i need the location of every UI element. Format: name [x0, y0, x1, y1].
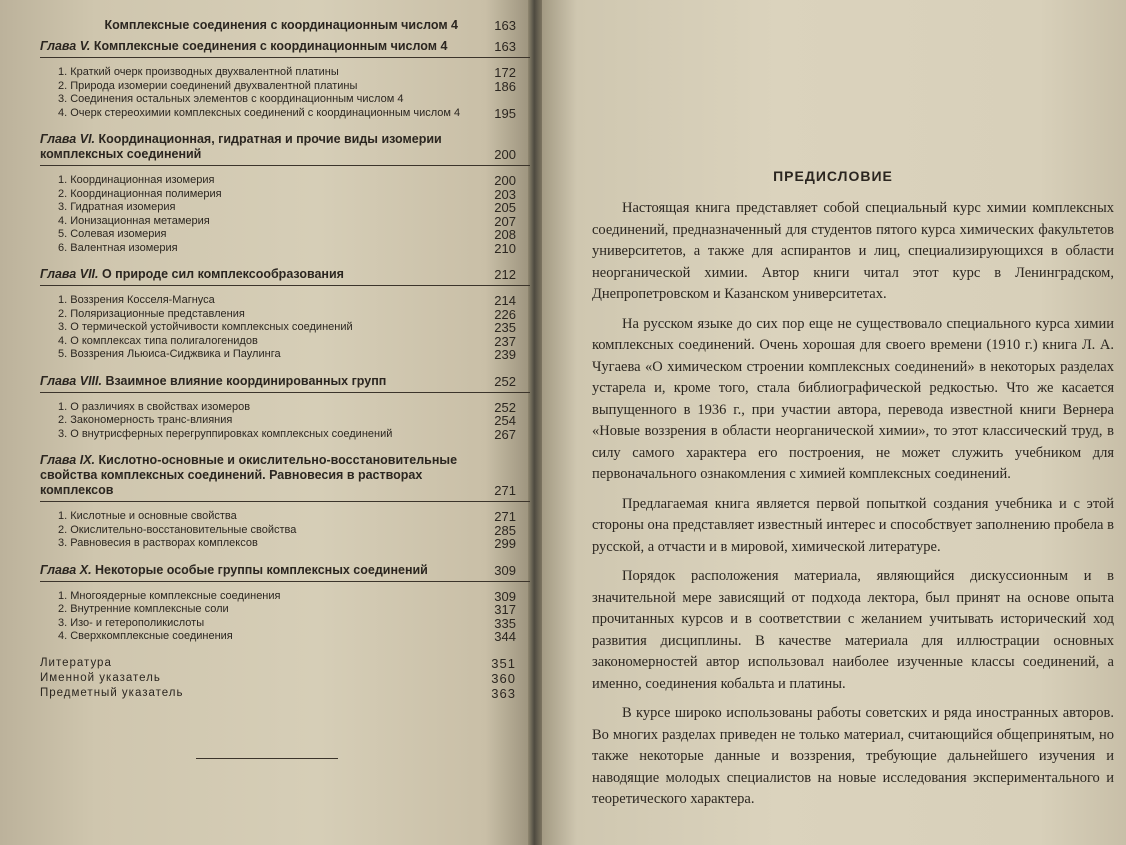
chapter-heading: [40, 132, 516, 162]
book-gutter: [528, 0, 542, 845]
toc-item: [40, 537, 516, 551]
toc-item-title: 4. Очерк стереохимии комплексных соединений с координационным числом 4: [58, 106, 461, 119]
toc-item-page: 271: [494, 509, 516, 524]
toc-item-page: 214: [494, 293, 516, 308]
toc-tail-item: [40, 671, 516, 686]
chapter-heading: [40, 453, 516, 498]
toc-item-title: 1. Многоядерные комплексные соединения: [58, 589, 281, 602]
chapter-items: [40, 66, 516, 120]
toc-tail-item: [40, 656, 516, 671]
toc-item-page: 299: [494, 536, 516, 551]
chapter-page: 252: [494, 373, 516, 389]
toc-item-title: 3. Гидратная изомерия: [58, 201, 176, 213]
toc-item-title: 3. О термической устойчивости комплексных соединений: [58, 321, 353, 333]
toc-item-title: 4. Сверхкомплексные соединения: [58, 630, 233, 642]
toc-item-title: 1. Кислотные и основные свойства: [58, 510, 237, 522]
toc-item: [40, 428, 516, 442]
chapter-rule: [40, 57, 530, 58]
toc-item: [40, 66, 516, 80]
chapter-heading-text: [40, 374, 478, 389]
toc-item: [40, 603, 516, 617]
toc-item-title: 5. Солевая изомерия: [58, 228, 167, 240]
toc-item: [40, 401, 516, 415]
toc-item-page: 344: [494, 629, 516, 644]
toc-item-page: 203: [494, 186, 516, 202]
chapter-list: [40, 39, 516, 644]
preface-paragraph: Настоящая книга представляет собой специальный курс химии комплексных соединений, предназначенный для студентов пятого курса химических факультетов университетов, а также для аспирантов и лиц, специализирующихся в области неорганической химии. Автор книги читал этот курс в Ленинградском, Днепропетровском и Казанском университетах.: [592, 200, 1114, 302]
toc-chapter: [40, 374, 516, 442]
toc-item-title: 3. Равновесия в растворах комплексов: [58, 537, 258, 549]
toc-item-page: 335: [494, 615, 516, 631]
chapter-label: Глава VIII.: [40, 373, 102, 388]
toc-item-page: 207: [494, 213, 516, 229]
toc-tail-title: Литература: [40, 656, 112, 669]
toc-tail-title: Именной указатель: [40, 671, 161, 684]
chapter-heading: [40, 374, 516, 389]
left-page-toc: [0, 0, 528, 845]
toc-item-title: 2. Поляризационные представления: [58, 307, 245, 320]
toc-tail-title: Предметный указатель: [40, 686, 184, 699]
chapter-title: Координационная, гидратная и прочие виды изомерии комплексных соединений: [40, 132, 442, 161]
toc-item: [40, 188, 516, 202]
chapter-heading: [40, 563, 516, 578]
toc-item-title: 1. О различиях в свойствах изомеров: [58, 400, 251, 413]
toc-item-title: 2. Окислительно-восстановительные свойства: [58, 523, 297, 536]
toc-item: [40, 630, 516, 644]
chapter-label: Глава VI.: [40, 132, 96, 146]
toc-item: [40, 348, 516, 362]
toc-item-title: 2. Закономерность транс-влияния: [58, 414, 233, 426]
toc-item-title: 2. Природа изомерии соединений двухвалентной платины: [58, 79, 358, 92]
chapter-rule: [40, 392, 530, 393]
toc-item: [40, 242, 516, 256]
chapter-title: Некоторые особые группы комплексных соединений: [95, 562, 428, 577]
chapter-page: 212: [494, 267, 516, 282]
toc-item: [40, 590, 516, 604]
chapter-heading-text: [40, 132, 478, 162]
toc-item-title: 4. Ионизационная метамерия: [58, 214, 210, 227]
toc-item-page: 210: [494, 240, 516, 256]
preface-paragraph: На русском языке до сих пор еще не существовало специального курса химии комплексных соединений. Очень хорошая для своего времени (1910 г.) книга Л. А. Чугаева «О химическом строении комплексных соединений» в некоторых разделах устарела и, кроме того, стала библиографической редкостью. Что же касается выпущенного в 1936 г., при участии автора, перевода известной книги Вернера «Новые воззрения в области неорганической химии», то этот классический труд, в силу самого характера его построения, не может служить учебником для первоначального ознакомления с химией комплексных соединений.: [592, 315, 1114, 482]
end-rule: [196, 758, 338, 759]
toc-item: [40, 228, 516, 242]
toc-item-page: 226: [494, 306, 516, 322]
chapter-heading: [40, 267, 516, 282]
preface-paragraph: Предлагаемая книга является первой попыткой создания учебника и с этой стороны она представляет известный интерес и способствует заполнению пробела в русской, а отчасти и в мировой, химической литературе.: [592, 495, 1114, 555]
toc-item-page: 254: [494, 413, 516, 428]
toc-item: [40, 215, 516, 229]
chapter-label: Глава VII.: [40, 267, 99, 281]
toc-item-title: 3. О внутрисферных перегруппировках комплексных соединений: [58, 427, 393, 440]
toc-item: [40, 510, 516, 524]
chapter-heading: [40, 39, 516, 54]
toc-item-page: 172: [494, 65, 516, 80]
chapter-page: 200: [494, 147, 516, 162]
toc-item-page: 267: [494, 426, 516, 442]
toc-chapter: [40, 132, 516, 255]
toc-item: [40, 335, 516, 349]
toc-item: [40, 107, 516, 121]
chapter-items: [40, 510, 516, 551]
toc-item: [40, 80, 516, 94]
toc-chapter: [40, 267, 516, 362]
toc-item: [40, 174, 516, 188]
toc-item: [40, 294, 516, 308]
chapter-rule: [40, 165, 530, 166]
toc-item-title: 3. Соединения остальных элементов с координационным числом 4: [58, 93, 404, 105]
toc-item-title: 5. Воззрения Льюиса-Сиджвика и Паулинга: [58, 348, 281, 360]
toc-item-title: 1. Воззрения Косселя-Магнуса: [58, 294, 215, 306]
toc-tail-page: 351: [491, 655, 516, 671]
chapter-heading-text: [40, 39, 478, 54]
chapter-rule: [40, 501, 530, 502]
chapter-rule: [40, 581, 530, 582]
toc-top-line-page: 163: [494, 18, 516, 33]
chapter-title: О природе сил комплексообразования: [101, 267, 344, 281]
toc-item-page: 208: [494, 227, 516, 242]
toc-top-line-title: Комплексные соединения с координационным числом 4: [104, 18, 458, 32]
toc-item-page: 195: [494, 105, 516, 121]
toc-item-title: 2. Внутренние комплексные соли: [58, 603, 229, 615]
chapter-items: [40, 401, 516, 442]
chapter-heading-text: [40, 563, 478, 578]
chapter-title: Взаимное влияние координированных групп: [105, 373, 387, 388]
chapter-label: Глава V.: [40, 39, 91, 53]
chapter-page: 309: [494, 562, 516, 578]
toc-tail-page: 363: [491, 685, 516, 701]
toc-item-page: 239: [494, 347, 516, 362]
toc-item: [40, 617, 516, 631]
chapter-items: [40, 294, 516, 362]
toc-item-page: 237: [494, 333, 516, 349]
chapter-page: 163: [494, 39, 516, 54]
toc-item-page: 186: [494, 78, 516, 94]
toc-item-page: 205: [494, 200, 516, 215]
toc-item: [40, 414, 516, 428]
chapter-rule: [40, 285, 530, 286]
chapter-title: Комплексные соединения с координационным числом 4: [93, 39, 448, 53]
toc-item-title: 4. О комплексах типа полигалогенидов: [58, 334, 258, 347]
chapter-label: Глава X.: [40, 562, 92, 577]
toc-item-page: 285: [494, 522, 516, 538]
toc-tail: [40, 656, 516, 701]
preface-paragraph: В курсе широко использованы работы советских и ряда иностранных авторов. Во многих разделах приведен не только материал, считающийся общепринятым, но также некоторые данные и воззрения, требующие дальнейшего изучения и наводящие молодых специалистов на новые исследования экспериментального и теоретического характера.: [592, 705, 1114, 807]
toc-tail-item: [40, 686, 516, 701]
preface-title: ПРЕДИСЛОВИЕ: [773, 168, 893, 184]
toc-chapter: [40, 453, 516, 551]
chapter-title: Кислотно-основные и окислительно-восстановительные свойства комплексных соединений. Равновесия в растворах комплексов: [40, 453, 458, 497]
toc-item: [40, 308, 516, 322]
toc-item-title: 6. Валентная изомерия: [58, 241, 178, 254]
toc-item-title: 2. Координационная полимерия: [58, 187, 222, 200]
toc-item-page: 235: [494, 320, 516, 335]
toc-item: [40, 321, 516, 335]
chapter-page: 271: [494, 483, 516, 498]
chapter-items: [40, 590, 516, 644]
toc-item-title: 1. Краткий очерк производных двухвалентной платины: [58, 66, 339, 78]
toc-tail-page: 360: [491, 670, 516, 686]
chapter-heading-text: [40, 267, 478, 282]
right-page-preface: [542, 0, 1126, 845]
toc-item-title: 3. Изо- и гетерополикислоты: [58, 616, 205, 629]
toc-item: [40, 201, 516, 215]
toc-item-page: 252: [494, 399, 516, 415]
chapter-heading-text: [40, 453, 478, 498]
table-of-contents: [40, 18, 516, 701]
toc-chapter: [40, 563, 516, 644]
toc-item-page: 309: [494, 588, 516, 604]
toc-item-page: 317: [494, 602, 516, 617]
toc-chapter: [40, 39, 516, 120]
toc-item: [40, 524, 516, 538]
chapter-label: Глава IX.: [40, 453, 96, 467]
preface-paragraph: Порядок расположения материала, являющийся дискуссионным и в значительной мере зависящий от подхода лектора, был принят на основе опыта прочитанных курсов и в соответствии с желанием учитывать исторический ход развития дисциплины. В качестве материала для иллюстрации основных закономерностей автор использовал наиболее изученные классы соединений, а именно, соединения кобальта и платины.: [592, 568, 1114, 692]
toc-item-page: 200: [494, 173, 516, 188]
toc-top-line: [40, 18, 516, 33]
toc-item-title: 1. Координационная изомерия: [58, 174, 215, 186]
toc-item: [40, 93, 516, 107]
chapter-items: [40, 174, 516, 255]
